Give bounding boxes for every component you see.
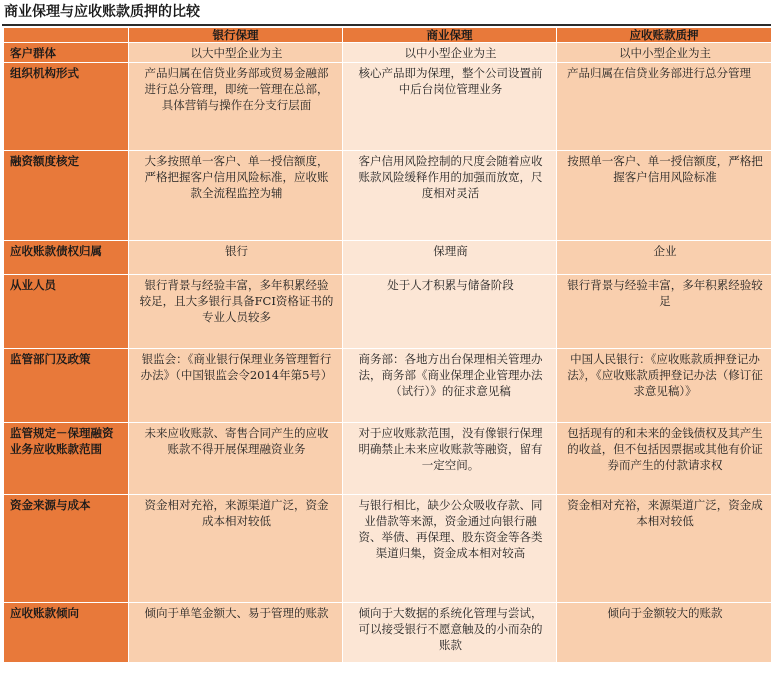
table-row xyxy=(4,423,772,495)
page-title: 商业保理与应收账款质押的比较 xyxy=(4,4,200,20)
column-header-commercial-factoring: 商业保理 xyxy=(343,28,557,43)
row-header: 组织机构形式 xyxy=(4,63,129,151)
cell-commercial-factoring: 商务部：各地方出台保理相关管理办法，商务部《商业保理企业管理办法（试行）》的征求意见稿 xyxy=(343,349,557,423)
cell-commercial-factoring: 核心产品即为保理，整个公司设置前中后台岗位管理业务 xyxy=(343,63,557,151)
cell-bank-factoring: 银监会：《商业银行保理业务管理暂行办法》（中国银监会令2014年第5号） xyxy=(129,349,343,423)
cell-bank-factoring: 以大中型企业为主 xyxy=(129,43,343,63)
row-header: 应收账款债权归属 xyxy=(4,241,129,275)
row-header: 客户群体 xyxy=(4,43,129,63)
column-header-bank-factoring: 银行保理 xyxy=(129,28,343,43)
cell-bank-factoring: 银行背景与经验丰富，多年积累经验较足，且大多银行具备FCI资格证书的专业人员较多 xyxy=(129,275,343,349)
table-body xyxy=(4,43,772,663)
cell-bank-factoring: 未来应收账款、寄售合同产生的应收账款不得开展保理融资业务 xyxy=(129,423,343,495)
row-header: 资金来源与成本 xyxy=(4,495,129,603)
corner-cell xyxy=(4,28,129,43)
title-divider xyxy=(2,24,771,26)
row-header: 从业人员 xyxy=(4,275,129,349)
row-header: 监管部门及政策 xyxy=(4,349,129,423)
table-row xyxy=(4,241,772,275)
column-header-receivables-pledge: 应收账款质押 xyxy=(557,28,772,43)
cell-receivables-pledge: 包括现有的和未来的金钱债权及其产生的收益，但不包括因票据或其他有价证券而产生的付款请求权 xyxy=(557,423,772,495)
cell-bank-factoring: 银行 xyxy=(129,241,343,275)
cell-receivables-pledge: 资金相对充裕，来源渠道广泛，资金成本相对较低 xyxy=(557,495,772,603)
cell-receivables-pledge: 中国人民银行：《应收账款质押登记办法》，《应收账款质押登记办法（修订征求意见稿）》 xyxy=(557,349,772,423)
table-row xyxy=(4,43,772,63)
cell-receivables-pledge: 银行背景与经验丰富，多年积累经验较足 xyxy=(557,275,772,349)
comparison-table xyxy=(3,27,772,663)
table-row xyxy=(4,275,772,349)
table-row xyxy=(4,63,772,151)
cell-commercial-factoring: 处于人才积累与储备阶段 xyxy=(343,275,557,349)
cell-bank-factoring: 大多按照单一客户、单一授信额度，严格把握客户信用风险标准，应收账款全流程监控为辅 xyxy=(129,151,343,241)
table-row xyxy=(4,151,772,241)
cell-commercial-factoring: 保理商 xyxy=(343,241,557,275)
cell-commercial-factoring: 以中小型企业为主 xyxy=(343,43,557,63)
row-header: 融资额度核定 xyxy=(4,151,129,241)
cell-bank-factoring: 产品归属在信贷业务部或贸易金融部进行总分管理，即统一管理在总部，具体营销与操作在分支行层面 xyxy=(129,63,343,151)
cell-receivables-pledge: 倾向于金额较大的账款 xyxy=(557,603,772,663)
cell-commercial-factoring: 与银行相比，缺少公众吸收存款、同业借款等来源，资金通过向银行融资、举债、再保理、股东资金等各类渠道归集，资金成本相对较高 xyxy=(343,495,557,603)
cell-receivables-pledge: 按照单一客户、单一授信额度，严格把握客户信用风险标准 xyxy=(557,151,772,241)
row-header: 应收账款倾向 xyxy=(4,603,129,663)
cell-bank-factoring: 资金相对充裕，来源渠道广泛，资金成本相对较低 xyxy=(129,495,343,603)
cell-bank-factoring: 倾向于单笔金额大、易于管理的账款 xyxy=(129,603,343,663)
table-row xyxy=(4,349,772,423)
cell-receivables-pledge: 以中小型企业为主 xyxy=(557,43,772,63)
row-header: 监管规定－保理融资业务应收账款范围 xyxy=(4,423,129,495)
cell-commercial-factoring: 对于应收账款范围，没有像银行保理明确禁止未来应收账款等融资，留有一定空间。 xyxy=(343,423,557,495)
cell-commercial-factoring: 倾向于大数据的系统化管理与尝试，可以接受银行不愿意触及的小而杂的账款 xyxy=(343,603,557,663)
cell-receivables-pledge: 产品归属在信贷业务部进行总分管理 xyxy=(557,63,772,151)
table-row xyxy=(4,603,772,663)
table-header-row xyxy=(4,28,772,43)
table-row xyxy=(4,495,772,603)
cell-receivables-pledge: 企业 xyxy=(557,241,772,275)
cell-commercial-factoring: 客户信用风险控制的尺度会随着应收账款风险缓释作用的加强而放宽，尺度相对灵活 xyxy=(343,151,557,241)
